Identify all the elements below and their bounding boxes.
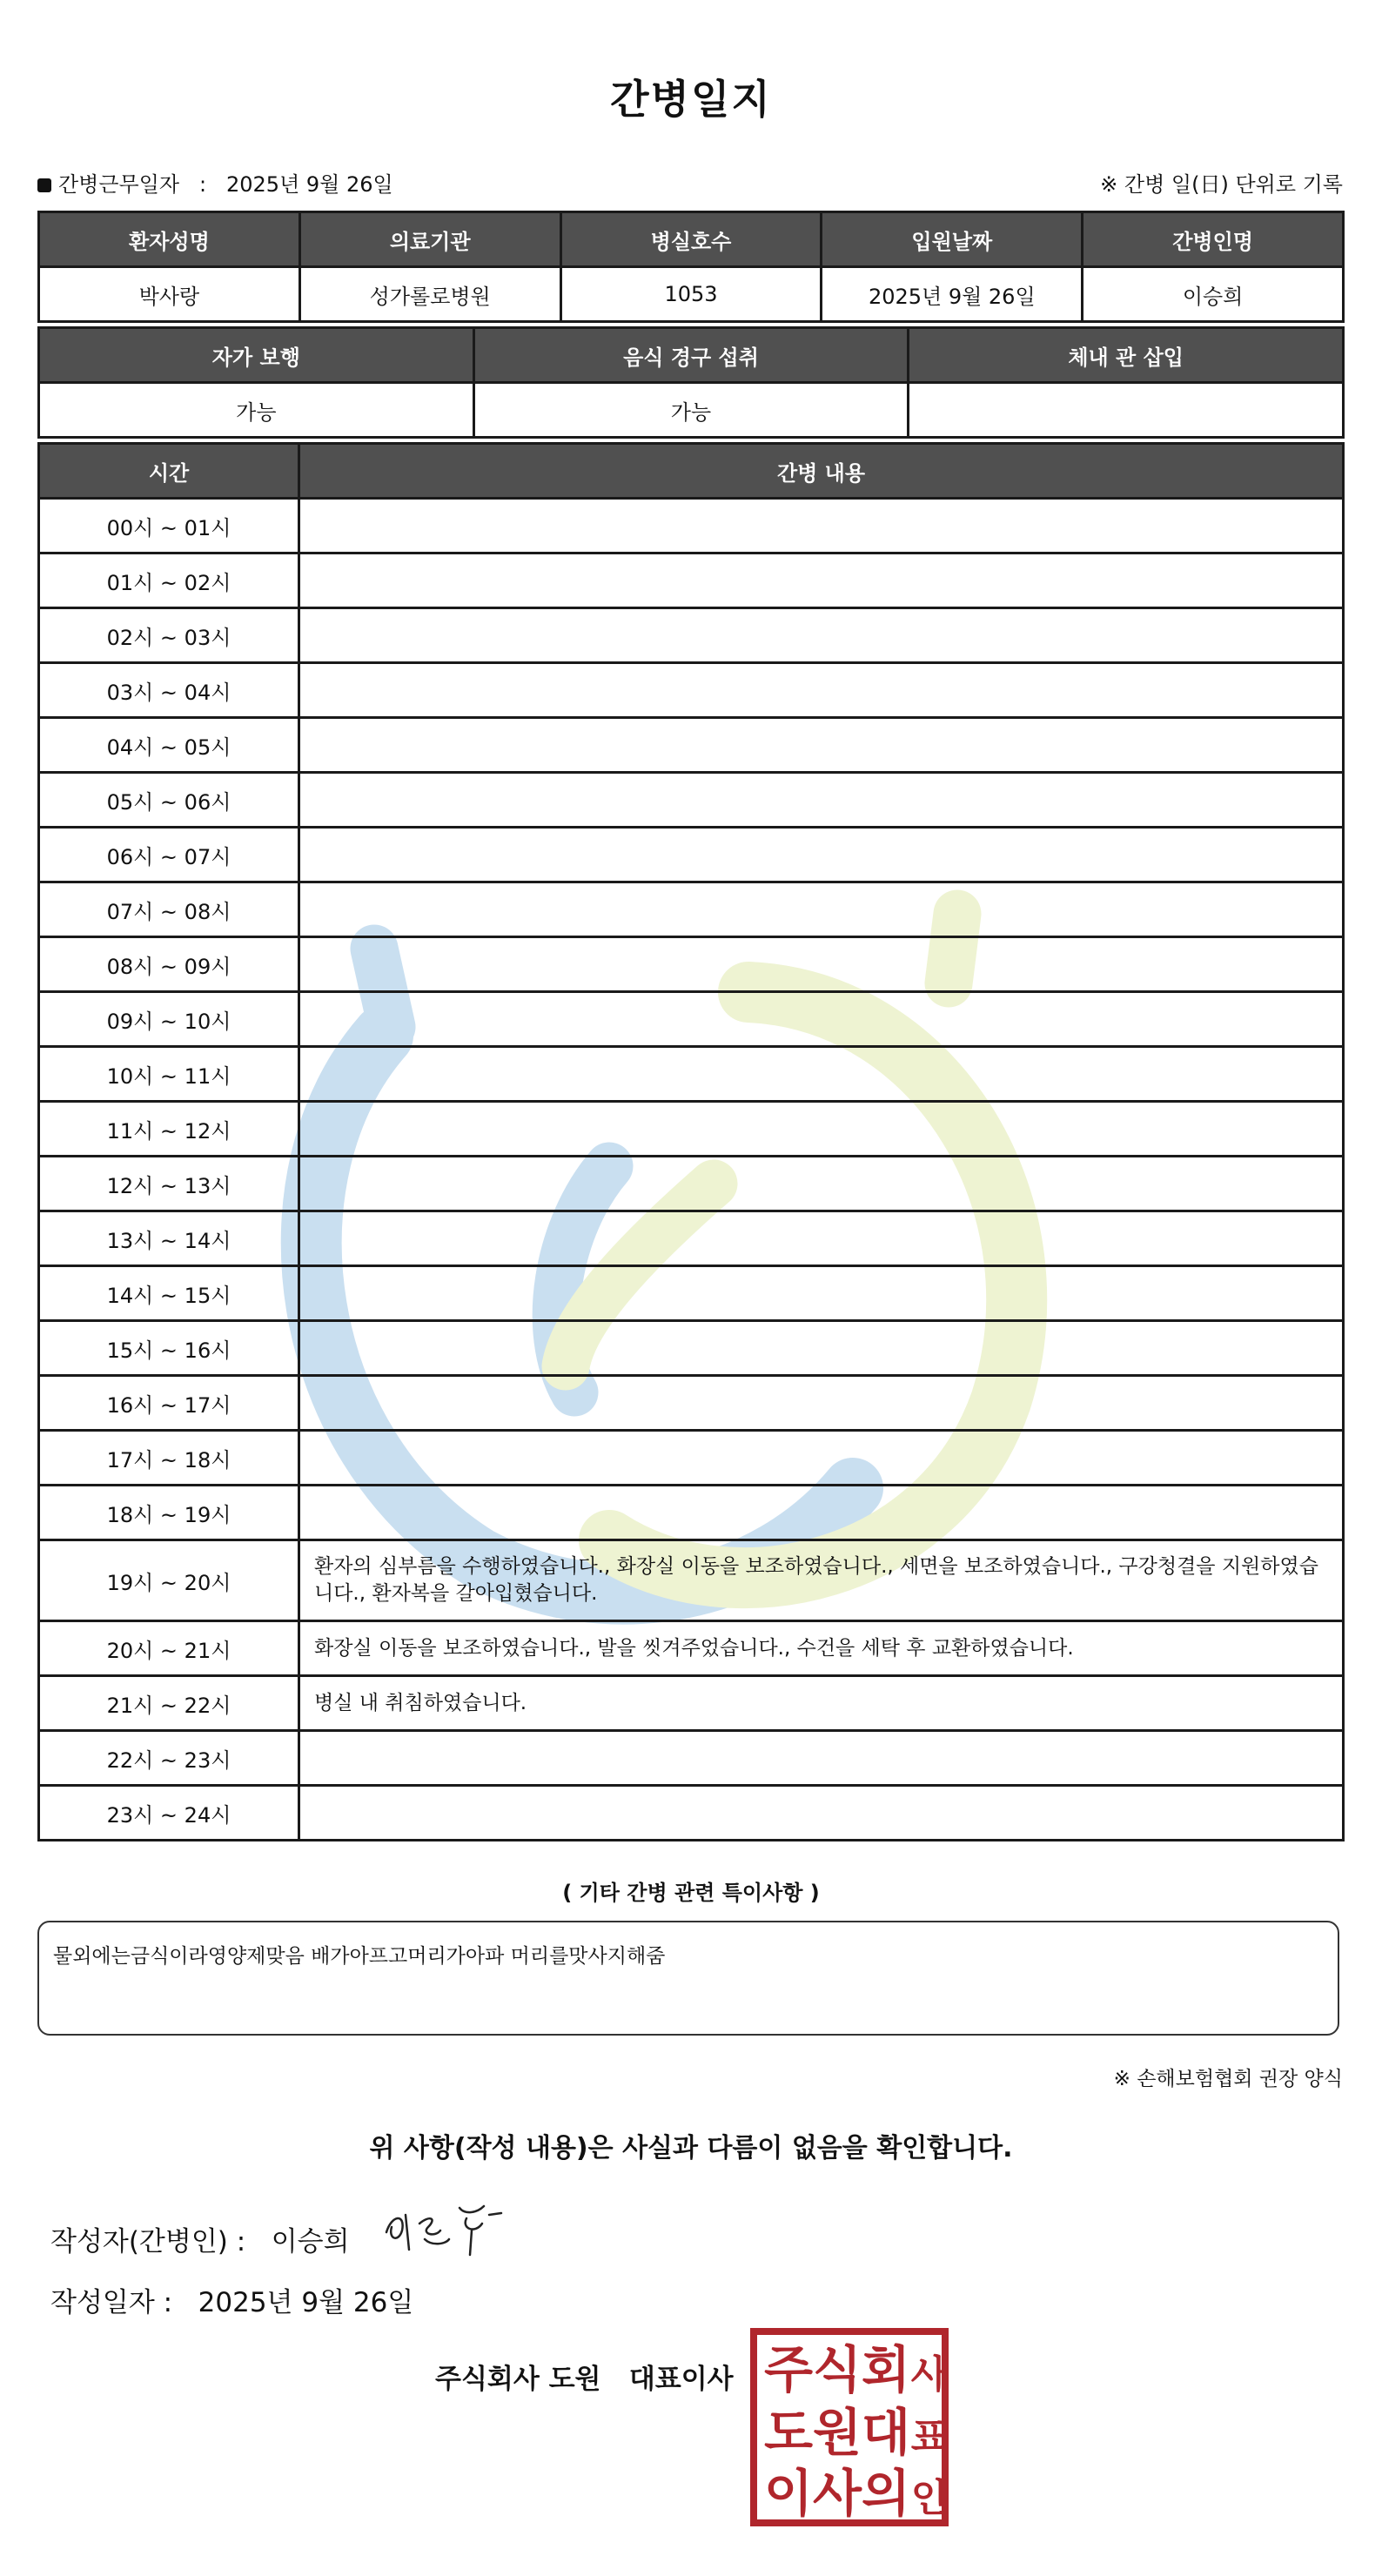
table-row bbox=[39, 1211, 1344, 1266]
write-date-line bbox=[50, 2280, 413, 2319]
content-cell bbox=[299, 718, 1344, 773]
time-cell: 03시 ~ 04시 bbox=[39, 663, 299, 718]
table-row bbox=[39, 773, 1344, 828]
table-row bbox=[39, 1266, 1344, 1321]
work-date-value: 2025년 9월 26일 bbox=[225, 172, 393, 197]
time-cell: 22시 ~ 23시 bbox=[39, 1731, 299, 1786]
table-row bbox=[39, 553, 1344, 608]
content-cell bbox=[299, 1211, 1344, 1266]
time-cell: 14시 ~ 15시 bbox=[39, 1266, 299, 1321]
header-time: 시간 bbox=[39, 444, 299, 499]
care-log-table bbox=[37, 442, 1345, 1841]
table-row bbox=[39, 1731, 1344, 1786]
table-row bbox=[39, 1486, 1344, 1540]
patient-status-table bbox=[37, 326, 1345, 439]
table-row bbox=[39, 882, 1344, 937]
content-cell bbox=[299, 1102, 1344, 1157]
content-cell bbox=[299, 773, 1344, 828]
svg-text:의: 의 bbox=[861, 2464, 911, 2523]
svg-text:회: 회 bbox=[861, 2340, 911, 2399]
content-cell bbox=[299, 992, 1344, 1047]
svg-text:사: 사 bbox=[812, 2464, 862, 2523]
notes-box: 물외에는금식이라영양제맞음 배가아프고머리가아파 머리를맛사지해줌 bbox=[37, 1921, 1339, 2036]
header-tube: 체내 관 삽입 bbox=[909, 328, 1344, 383]
content-cell: 병실 내 취침하였습니다. bbox=[299, 1676, 1344, 1731]
svg-text:사: 사 bbox=[910, 2352, 949, 2397]
company-seal bbox=[750, 2328, 949, 2526]
time-cell: 10시 ~ 11시 bbox=[39, 1047, 299, 1102]
time-cell: 06시 ~ 07시 bbox=[39, 828, 299, 882]
table-row bbox=[39, 1047, 1344, 1102]
work-date-separator: : bbox=[199, 172, 207, 197]
writer-label: 작성자(간병인) : bbox=[50, 2226, 246, 2257]
header-admission-date: 입원날짜 bbox=[822, 212, 1083, 267]
svg-text:인: 인 bbox=[910, 2476, 949, 2520]
header-patient-name: 환자성명 bbox=[39, 212, 300, 267]
time-cell: 09시 ~ 10시 bbox=[39, 992, 299, 1047]
time-cell: 01시 ~ 02시 bbox=[39, 553, 299, 608]
time-cell: 16시 ~ 17시 bbox=[39, 1376, 299, 1431]
time-cell: 08시 ~ 09시 bbox=[39, 937, 299, 992]
work-date bbox=[37, 167, 393, 198]
patient-info-table bbox=[37, 211, 1345, 323]
content-cell bbox=[299, 1047, 1344, 1102]
table-row bbox=[39, 828, 1344, 882]
time-cell: 18시 ~ 19시 bbox=[39, 1486, 299, 1540]
table-row bbox=[39, 608, 1344, 663]
time-cell: 19시 ~ 20시 bbox=[39, 1540, 299, 1621]
table-row bbox=[39, 1376, 1344, 1431]
header-caregiver: 간병인명 bbox=[1083, 212, 1344, 267]
time-cell: 11시 ~ 12시 bbox=[39, 1102, 299, 1157]
work-date-label: 간병근무일자 bbox=[58, 172, 180, 197]
time-cell: 21시 ~ 22시 bbox=[39, 1676, 299, 1731]
content-cell bbox=[299, 1431, 1344, 1486]
content-cell bbox=[299, 1321, 1344, 1376]
insurance-note: ※ 손해보험협회 권장 양식 bbox=[1113, 2068, 1343, 2090]
content-cell bbox=[299, 1486, 1344, 1540]
header-oral-intake: 음식 경구 섭취 bbox=[473, 328, 909, 383]
table-row bbox=[39, 1786, 1344, 1841]
svg-text:주: 주 bbox=[763, 2340, 814, 2399]
write-date-label: 작성일자 : bbox=[50, 2287, 173, 2318]
unit-note: ※ 간병 일(日) 단위로 기록 bbox=[1100, 172, 1343, 197]
content-cell bbox=[299, 1157, 1344, 1211]
admission-date: 2025년 9월 26일 bbox=[822, 267, 1083, 322]
table-row bbox=[39, 992, 1344, 1047]
content-cell bbox=[299, 1376, 1344, 1431]
table-row bbox=[39, 718, 1344, 773]
time-cell: 15시 ~ 16시 bbox=[39, 1321, 299, 1376]
content-cell bbox=[299, 1731, 1344, 1786]
notes-title: ( 기타 간병 관련 특이사항 ) bbox=[562, 1881, 820, 1905]
caregiver-name: 이승희 bbox=[1083, 267, 1344, 322]
content-cell bbox=[299, 608, 1344, 663]
content-cell bbox=[299, 553, 1344, 608]
header-room: 병실호수 bbox=[560, 212, 822, 267]
signature-image bbox=[379, 2189, 510, 2258]
table-row bbox=[39, 1540, 1344, 1621]
table-row bbox=[39, 937, 1344, 992]
header-hospital: 의료기관 bbox=[299, 212, 560, 267]
table-row bbox=[39, 1321, 1344, 1376]
table-row bbox=[39, 1621, 1344, 1676]
hospital-name: 성가롤로병원 bbox=[299, 267, 560, 322]
tube-status bbox=[909, 383, 1344, 438]
table-row bbox=[39, 1102, 1344, 1157]
time-cell: 23시 ~ 24시 bbox=[39, 1786, 299, 1841]
content-cell bbox=[299, 828, 1344, 882]
table-row bbox=[39, 1431, 1344, 1486]
svg-text:도: 도 bbox=[763, 2403, 814, 2462]
walking-status: 가능 bbox=[39, 383, 474, 438]
page-title: 간병일지 bbox=[610, 76, 772, 123]
svg-text:표: 표 bbox=[910, 2415, 949, 2459]
room-number: 1053 bbox=[560, 267, 822, 322]
content-cell bbox=[299, 937, 1344, 992]
svg-text:대: 대 bbox=[861, 2403, 911, 2462]
time-cell: 04시 ~ 05시 bbox=[39, 718, 299, 773]
oral-intake-status: 가능 bbox=[473, 383, 909, 438]
time-cell: 20시 ~ 21시 bbox=[39, 1621, 299, 1676]
time-cell: 13시 ~ 14시 bbox=[39, 1211, 299, 1266]
content-cell: 화장실 이동을 보조하였습니다., 발을 씻겨주었습니다., 수건을 세탁 후 교환하였습니다. bbox=[299, 1621, 1344, 1676]
time-cell: 00시 ~ 01시 bbox=[39, 499, 299, 553]
svg-text:이: 이 bbox=[763, 2464, 814, 2523]
writer-name: 이승희 bbox=[271, 2226, 350, 2257]
content-cell bbox=[299, 1786, 1344, 1841]
svg-text:원: 원 bbox=[812, 2403, 862, 2462]
time-cell: 07시 ~ 08시 bbox=[39, 882, 299, 937]
writer-line bbox=[50, 2219, 350, 2258]
time-cell: 02시 ~ 03시 bbox=[39, 608, 299, 663]
time-cell: 05시 ~ 06시 bbox=[39, 773, 299, 828]
write-date-value: 2025년 9월 26일 bbox=[198, 2287, 414, 2318]
table-row bbox=[39, 1676, 1344, 1731]
time-cell: 17시 ~ 18시 bbox=[39, 1431, 299, 1486]
header-walking: 자가 보행 bbox=[39, 328, 474, 383]
table-row bbox=[39, 663, 1344, 718]
content-cell bbox=[299, 882, 1344, 937]
table-row bbox=[39, 499, 1344, 553]
content-cell: 환자의 심부름을 수행하였습니다., 화장실 이동을 보조하였습니다., 세면을 보조하였습니다., 구강청결을 지원하였습니다., 환자복을 갈아입혔습니다. bbox=[299, 1540, 1344, 1621]
confirm-statement: 위 사항(작성 내용)은 사실과 다름이 없음을 확인합니다. bbox=[369, 2133, 1013, 2163]
patient-name: 박사랑 bbox=[39, 267, 300, 322]
header-care-content: 간병 내용 bbox=[299, 444, 1344, 499]
table-row bbox=[39, 1157, 1344, 1211]
content-cell bbox=[299, 1266, 1344, 1321]
content-cell bbox=[299, 499, 1344, 553]
content-cell bbox=[299, 663, 1344, 718]
company-signature-line: 주식회사 도원 대표이사 bbox=[435, 2364, 734, 2395]
bullet-icon bbox=[37, 178, 51, 192]
time-cell: 12시 ~ 13시 bbox=[39, 1157, 299, 1211]
svg-text:식: 식 bbox=[812, 2340, 862, 2399]
